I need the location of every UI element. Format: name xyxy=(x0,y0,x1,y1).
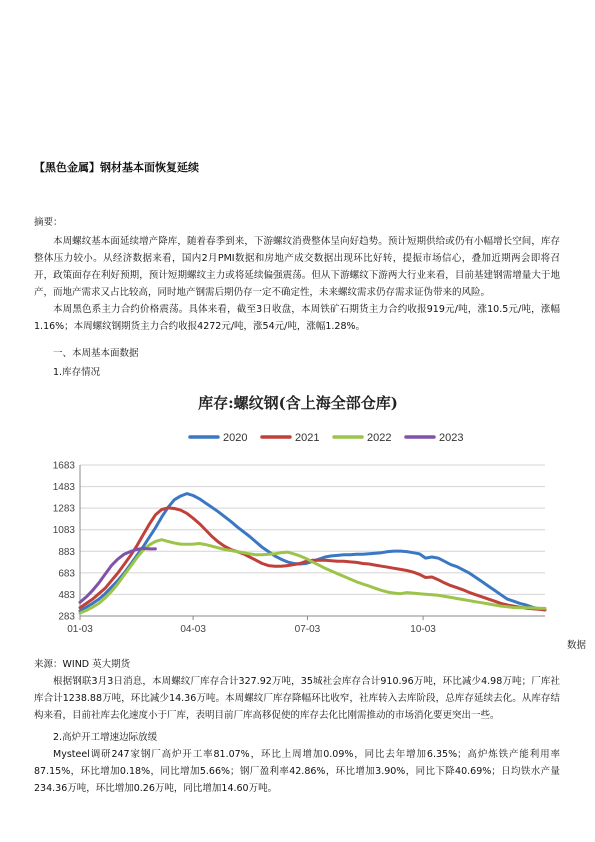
subsection-heading-blast-furnace: 2.高炉开工增速边际放缓 xyxy=(53,732,158,743)
paragraph-blast-furnace: Mysteel调研247家钢厂高炉开工率81.07%，环比上周增加0.09%，同比去年增加6.35%；高炉炼铁产能利用率87.15%，环比增加0.18%，同比增加5.66%；钢厂盈利率42.86%，环比增加3.90%，同比下降40.69%；日均铁水产量234.36万吨，环比增加0.26万吨，同比增加14.60万吨。 xyxy=(34,749,560,794)
y-tick-label: 1083 xyxy=(52,525,75,537)
x-axis-ticks xyxy=(67,616,436,633)
inventory-line-chart xyxy=(30,383,550,633)
y-tick-label: 1283 xyxy=(52,503,75,515)
subsection-heading-inventory: 1.库存情况 xyxy=(53,367,101,378)
x-tick-label: 04-03 xyxy=(180,624,206,633)
section-heading: 一、本周基本面数据 xyxy=(53,348,139,359)
data-source: 来源：WIND 英大期货 xyxy=(34,659,131,670)
y-tick-label: 283 xyxy=(58,611,75,623)
x-tick-label: 10-03 xyxy=(410,624,436,633)
abstract-label: 摘要： xyxy=(34,217,63,228)
chart-legend xyxy=(190,432,463,444)
legend-label: 2020 xyxy=(223,432,248,444)
legend-label: 2021 xyxy=(295,432,320,444)
paragraph-inventory: 根据钢联3月3日消息，本周螺纹厂库存合计327.92万吨，35城社会库存合计910.96万吨，环比减少4.98万吨；厂库社库合计1238.88万吨，环比减少14.36万吨。本周螺纹厂库存降幅环比收窄，社库转入去库阶段，总库存延续去化。从库存结构来看，目前社库去化速度小于厂库，表明目前厂库高移促使的库存去化比刚需推动的市场消化要更突出一些。 xyxy=(34,676,560,721)
legend-label: 2022 xyxy=(367,432,392,444)
paragraph-prices: 本周黑色系主力合约价格震荡。具体来看，截至3日收盘，本周铁矿石期货主力合约收报919元/吨，涨10.5元/吨，涨幅1.16%；本周螺纹钢期货主力合约收报4272元/吨，涨54元/吨，涨幅1.28%。 xyxy=(34,304,560,332)
chart-title: 库存:螺纹钢(含上海全部仓库) xyxy=(198,394,398,412)
legend-label: 2023 xyxy=(439,432,464,444)
x-tick-label: 01-03 xyxy=(67,624,93,633)
paragraph-summary: 本周螺纹基本面延续增产降库，随着春季到来，下游螺纹消费整体呈向好趋势。预计短期供给或仍有小幅增长空间，库存整体压力较小。从经济数据来看，国内2月PMI数据和房地产成交数据出现环比好转，提振市场信心，叠加近期两会即将召开，政策面存在利好预期，预计短期螺纹主力或将延续偏强震荡。但从下游螺纹下游两大行业来看，目前基建钢需增量大于地产，而地产需求又占比较高，同时地产钢需后期仍存一定不确定性，未来螺纹需求仍存需求证伪带来的风险。 xyxy=(34,236,560,298)
y-tick-label: 483 xyxy=(58,589,75,601)
y-axis-ticks xyxy=(53,461,76,623)
chart-series xyxy=(80,494,545,613)
article-title: 【黑色金属】钢材基本面恢复延续 xyxy=(34,161,199,174)
x-tick-label: 07-03 xyxy=(294,624,321,633)
y-tick-label: 883 xyxy=(58,546,75,558)
source-note-tail: 数据 xyxy=(567,640,587,651)
y-tick-label: 1683 xyxy=(52,460,75,472)
y-tick-label: 683 xyxy=(58,568,75,580)
y-tick-label: 1483 xyxy=(52,482,75,494)
